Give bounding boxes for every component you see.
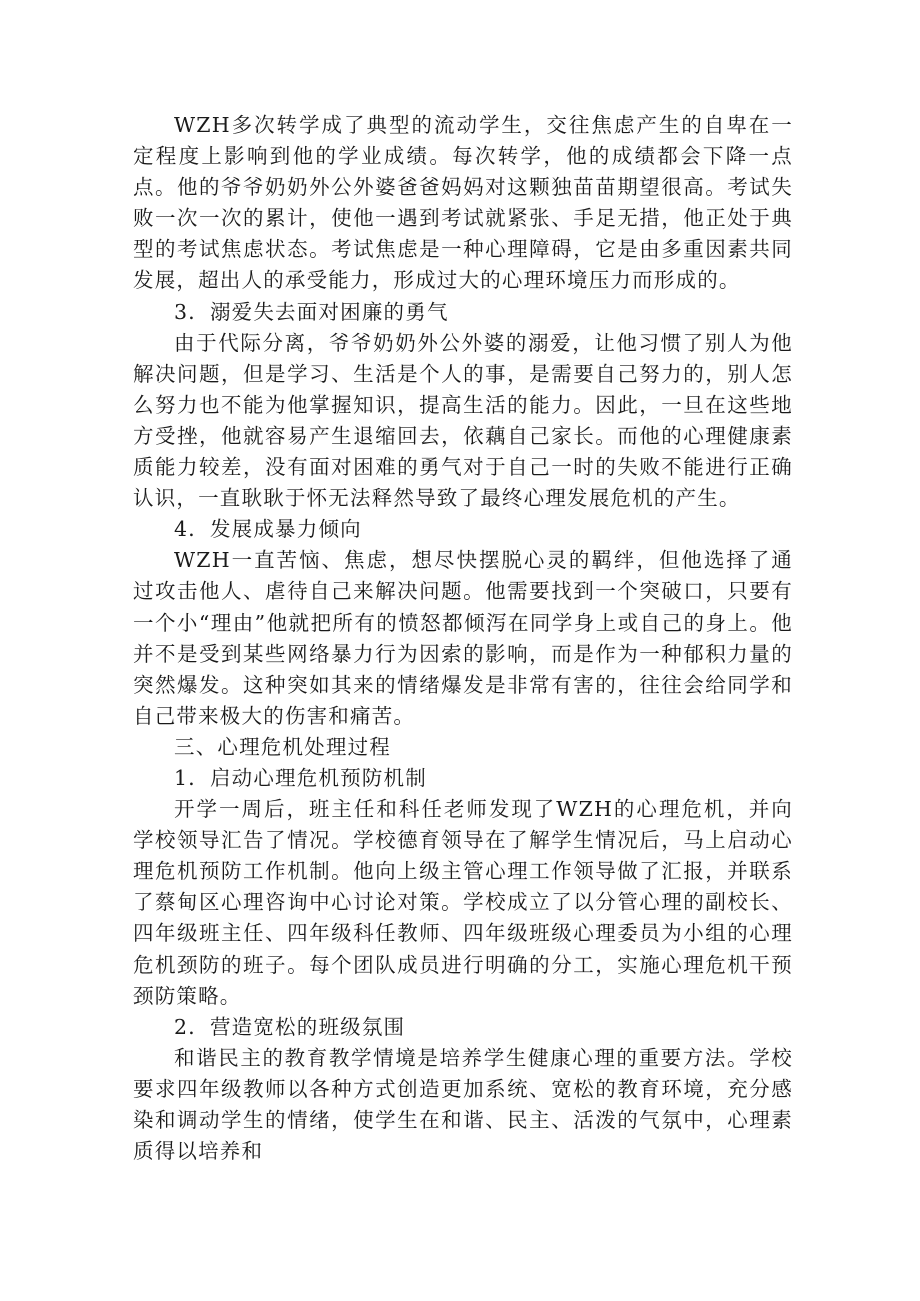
heading-overindulgence: 3．溺爱失去面对困廉的勇气 — [174, 299, 449, 324]
paragraph-overindulgence: 由于代际分离，爷爷奶奶外公外婆的溺爱，让他习惯了别人为他解决问题，但是学习、生活是个人的事，是需要自己努力的，别人怎么努力也不能为他掌握知识，提高生活的能力。因此，一旦在这些地方受挫，他就容易产生退缩回去，依藕自己家长。而他的心理健康素质能力较差，没有面对困难的勇气对于自己一时的失败不能进行正确认识，一直耿耿于怀无法释然导致了最终心理发展危机的产生。 — [133, 330, 793, 511]
section-heading-crisis-handling: 三、心理危机处理过程 — [174, 734, 391, 759]
paragraph-prevention-mechanism: 开学一周后，班主任和科任老师发现了WZH的心理危机，并向学校领导汇告了情况。学校德育领导在了解学生情况后，马上启动心理危机预防工作机制。他向上级主管心理工作领导做了汇报，并联系了蔡甸区心理咨询中心讨论对策。学校成立了以分管心理的副校长、四年级班主任、四年级科任教师、四年级班级心理委员为小组的心理危机颈防的班子。每个团队成员进行明确的分工，实施心理危机干预颈防策略。 — [133, 797, 793, 1008]
heading-violence-tendency: 4．发展成暴力倾向 — [174, 517, 362, 542]
paragraph-violence-tendency: WZH一直苦恼、焦虑，想尽快摆脱心灵的羁绊，但他选择了通过攻击他人、虐待自己来解决问题。他需要找到一个突破口，只要有一个小“理由”他就把所有的愤怒都倾泻在同学身上或自己的身上。他并不是受到某些网络暴力行为因索的影响，而是作为一种郁积力量的突然爆发。这种突如其来的情绪爆发是非常有害的，往往会给同学和自己带来极大的伤害和痛苦。 — [133, 548, 793, 728]
document-body — [133, 110, 793, 1167]
paragraph-exam-anxiety: WZH多次转学成了典型的流动学生，交往焦虑产生的自卑在一定程度上影响到他的学业成绩。每次转学，他的成绩都会下降一点点。他的爷爷奶奶外公外婆爸爸妈妈对这颗独苗苗期望很高。考试失败一次一次的累计，使他一遇到考试就紧张、手足无措，他正处于典型的考试焦虑状态。考试焦虑是一种心理障碍，它是由多重因素共同发展，超出人的承受能力，形成过大的心理环境压力而形成的。 — [133, 113, 793, 293]
heading-prevention-mechanism: 1．启动心理危机预防机制 — [174, 765, 427, 790]
paragraph-class-atmosphere: 和谐民主的教育教学情境是培养学生健康心理的重要方法。学校要求四年级教师以各种方式创造更加系统、宽松的教育环境，充分感染和调动学生的情绪，使学生在和谐、民主、活泼的气氛中，心理素质得以培养和 — [133, 1045, 793, 1164]
heading-class-atmosphere: 2．营造宽松的班级氛围 — [174, 1014, 406, 1039]
